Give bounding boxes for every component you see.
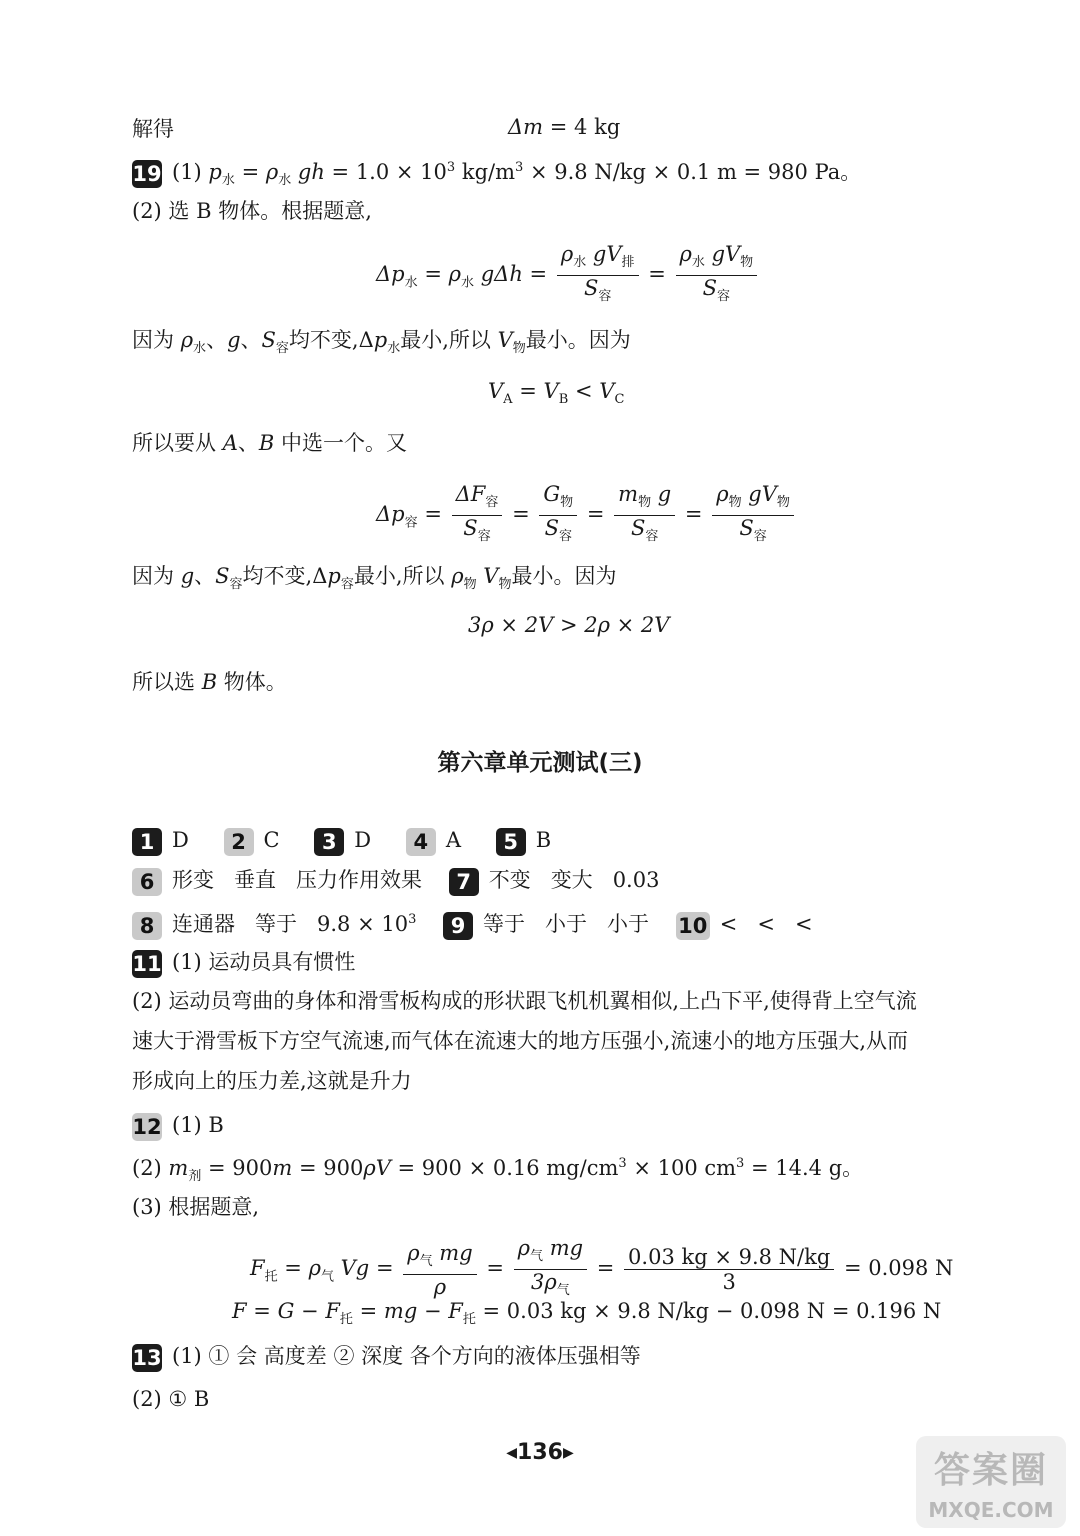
q19-equation-4: 3ρ × 2V > 2ρ × 2V (468, 613, 670, 637)
answer-7a: 不变 (488, 868, 531, 892)
right-triangle-icon: ▶ (562, 1445, 574, 1461)
answer-10a: < (719, 912, 738, 936)
left-triangle-icon: ◀ (506, 1445, 518, 1461)
answer-6c: 压力作用效果 (296, 868, 422, 892)
question-badge-10: 10 (676, 912, 710, 940)
watermark-bottom-text: MXQE.COM (928, 1498, 1054, 1522)
answer-7b: 变大 (550, 868, 593, 892)
question-badge-12: 12 (132, 1114, 162, 1139)
q13-part1 (132, 1341, 641, 1372)
answer-8c: $9.8 \times 10^3$ (317, 912, 417, 936)
answer-5: B (535, 828, 552, 852)
q13-part2: (2) ① B (132, 1387, 210, 1411)
question-badge-2: 2 (224, 828, 254, 856)
q11-part1 (132, 947, 355, 978)
answer-10c: < (794, 912, 813, 936)
q12-equation-2: $F = G - F_托$ = mg − $F_托 = 0.03$ kg × 9.8 N/kg − 0.098 N = 0.196 N (232, 1299, 942, 1328)
q11-part2-line-3: 形成向上的压力差,这就是升力 (132, 1069, 412, 1093)
question-badge-7: 7 (449, 868, 479, 896)
q19-text-2: 所以要从 A、B 中选一个。又 (132, 431, 407, 455)
question-badge-3: 3 (314, 828, 344, 856)
question-badge-6: 6 (132, 868, 162, 896)
answer-9a: 等于 (483, 912, 526, 936)
q19-equation-3: $\Delta p_容$ = $\frac{\Delta F_容}{S_容}$ = $\frac{G_物}{S_容}$ = $\frac{m_物 g}{S_容}$ = $\frac{\rho_物 gV_物}{S_容}$ (376, 482, 797, 549)
question-badge-9: 9 (443, 912, 473, 940)
q12-part1-text: (1) B (172, 1113, 224, 1137)
q19-equation-1: $\Delta p_水 = \rho_水$ gΔh = $\frac{\rho_水 gV_排}{S_容}$ = $\frac{\rho_水 gV_物}{S_容}$ (376, 242, 760, 309)
watermark-logo (916, 1436, 1066, 1528)
answer-1: D (172, 828, 189, 852)
q11-part2-line-2: 速大于滑雪板下方空气流速,而气体在流速大的地方压强小,流速小的地方压强大,从而 (132, 1029, 909, 1053)
answer-2: C (263, 828, 280, 852)
q12-part1 (132, 1110, 224, 1141)
answers-row-3 (132, 905, 813, 940)
q19-conclusion: 所以选 B 物体。 (132, 670, 287, 694)
answer-7c: 0.03 (612, 868, 660, 892)
q19-part2-intro: (2) 选 B 物体。根据题意, (132, 199, 372, 223)
answers-row-2 (132, 865, 659, 896)
q12-part3-intro: (3) 根据题意, (132, 1195, 260, 1219)
q19-part1: 19 (1) $p_水 = \rho_水$ gh = $1.0 \times 10^3$ $kg/m^3 \times 9.8$ N/kg × 0.1 m = 980 Pa。 (132, 160, 862, 189)
q12-equation-1: $F_托 = \rho_气$ Vg = $\frac{\rho_气 mg}{\rho}$ = $\frac{\rho_气 mg}{3\rho_气}$ = $\frac{0.03 kg \times 9.8 N/kg}{3}$ = 0.098 N (250, 1236, 954, 1299)
answers-row-1 (132, 825, 551, 856)
answer-3: D (354, 828, 372, 852)
q11-part2-line-1: (2) 运动员弯曲的身体和滑雪板构成的形状跟飞机机翼相似,上凸下平,使得背上空气流 (132, 989, 917, 1013)
answer-6a: 形变 (172, 868, 214, 892)
question-badge-4: 4 (406, 828, 436, 856)
q11-part1-text: (1) 运动员具有惯性 (172, 950, 356, 974)
question-badge-5: 5 (496, 828, 526, 856)
equation-delta-m: Δm = 4 kg (508, 115, 621, 139)
solve-label: 解得 (132, 117, 174, 141)
q12-part2: (2) $m_剂 = 900m = 900\rho V = 900 \times 0.16$ $mg/cm^3 \times 100$ $cm^3 = 14.4$ g。 (132, 1156, 864, 1185)
page-number-value: 136 (517, 1440, 563, 1465)
answer-9b: 小于 (545, 912, 588, 936)
question-badge-13: 13 (132, 1345, 162, 1370)
answer-10b: < (757, 912, 775, 936)
question-badge-11: 11 (132, 951, 162, 976)
question-badge-19: 19 (132, 161, 162, 186)
q13-part1-text: (1) ① 会 高度差 ② 深度 各个方向的液体压强相等 (172, 1344, 641, 1368)
answer-9c: 小于 (607, 912, 650, 936)
q19-text-1: 因为 $\rho_水$、g、$S_容$均不变$,\Delta p_水$最小,所以 $V_物$最小。因为 (132, 328, 631, 357)
answer-8b: 等于 (255, 912, 297, 936)
question-badge-8: 8 (132, 912, 162, 940)
q19-equation-2: $V_A = V_B < V_C$ (488, 379, 625, 408)
answer-4: A (445, 828, 461, 852)
q19-text-3: 因为 g、$S_容$均不变$,\Delta p_容$最小,所以 $\rho_物$ $V_物$最小。因为 (132, 564, 617, 593)
answer-6b: 垂直 (234, 868, 276, 892)
answer-8a: 连通器 (172, 912, 235, 936)
section-title: 第六章单元测试(三) (437, 750, 643, 776)
question-badge-1: 1 (132, 828, 162, 856)
watermark-top-text: 答案圈 (933, 1450, 1048, 1491)
